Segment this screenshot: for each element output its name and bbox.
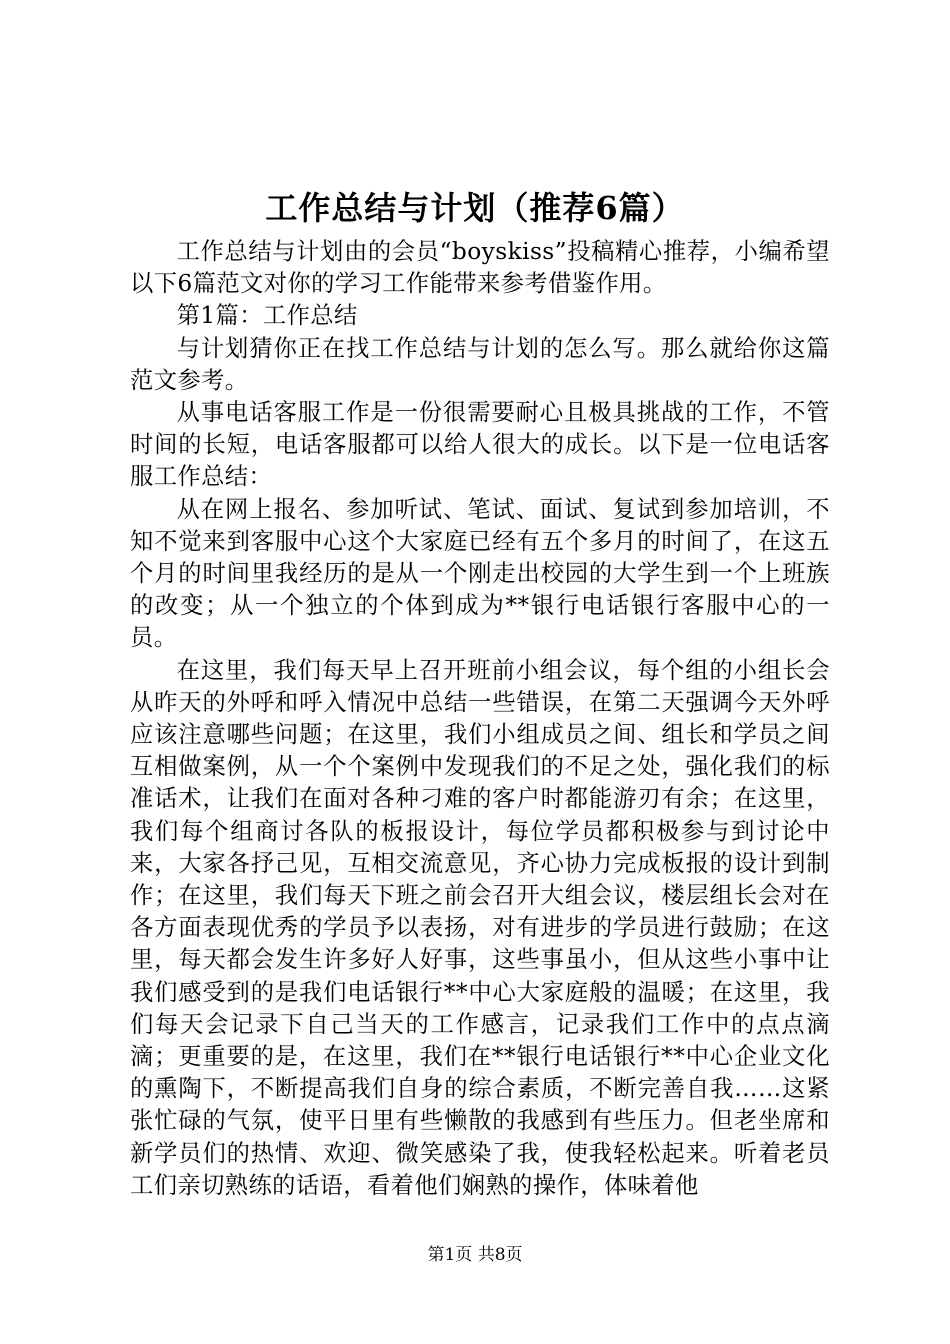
- document-body: [130, 236, 830, 1202]
- paragraph: 在这里，我们每天早上召开班前小组会议，每个组的小组长会从昨天的外呼和呼入情况中总结一些错误，在第二天强调今天外呼应该注意哪些问题；在这里，我们小组成员之间、组长和学员之间互相做案例，从一个个案例中发现我们的不足之处，强化我们的标准话术，让我们在面对各种刁难的客户时都能游刃有余；在这里，我们每个组商讨各队的板报设计，每位学员都积极参与到讨论中来，大家各抒己见，互相交流意见，齐心协力完成板报的设计到制作；在这里，我们每天下班之前会召开大组会议，楼层组长会对在各方面表现优秀的学员予以表扬，对有进步的学员进行鼓励；在这里，每天都会发生许多好人好事，这些事虽小，但从这些小事中让我们感受到的是我们电话银行**中心大家庭般的温暖；在这里，我们每天会记录下自己当天的工作感言，记录我们工作中的点点滴滴；更重要的是，在这里，我们在**银行电话银行**中心企业文化的熏陶下，不断提高我们自身的综合素质，不断完善自我……这紧张忙碌的气氛，使平日里有些懒散的我感到有些压力。但老坐席和新学员们的热情、欢迎、微笑感染了我，使我轻松起来。听着老员工们亲切熟练的话语，看着他们娴熟的操作，体味着他: [130, 656, 830, 1199]
- section-heading: 第1篇：工作总结: [176, 302, 358, 330]
- paragraph: 与计划猜你正在找工作总结与计划的怎么写。那么就给你这篇范文参考。: [130, 334, 830, 394]
- document-title: 工作总结与计划（推荐6篇）: [265, 189, 685, 227]
- paragraph: 从在网上报名、参加听试、笔试、面试、复试到参加培训，不知不觉来到客服中心这个大家庭已经有五个多月的时间了，在这五个月的时间里我经历的是从一个刚走出校园的大学生到一个上班族的改变；从一个独立的个体到成为**银行电话银行客服中心的一员。: [130, 495, 830, 652]
- paragraph: 从事电话客服工作是一份很需要耐心且极具挑战的工作，不管时间的长短，电话客服都可以给人很大的成长。以下是一位电话客服工作总结：: [130, 399, 830, 491]
- paragraph-intro: 工作总结与计划由的会员“boyskiss”投稿精心推荐，小编希望以下6篇范文对你的学习工作能带来参考借鉴作用。: [130, 238, 830, 298]
- page-footer: 第1页 共8页: [427, 1245, 523, 1265]
